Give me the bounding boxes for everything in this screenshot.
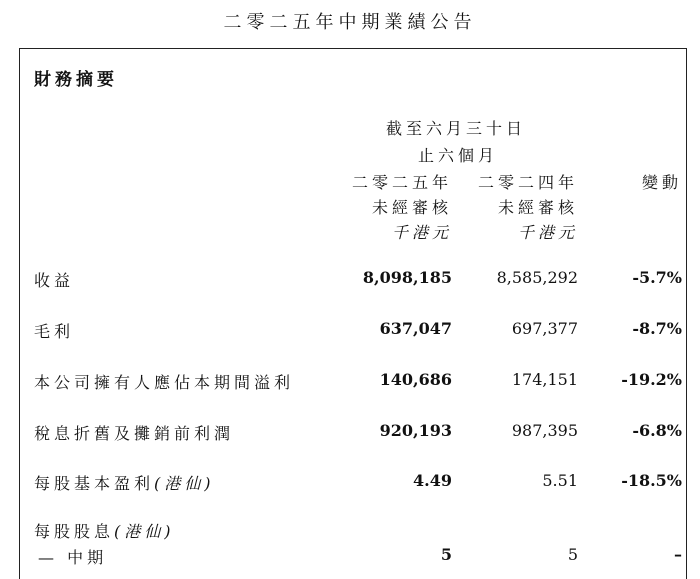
- financial-summary-box: [19, 48, 687, 579]
- col-change-header: 變動: [641, 173, 682, 192]
- col-2024-unit: 千港元: [517, 223, 578, 242]
- basic-eps-2024: 5.51: [542, 471, 578, 490]
- basic-eps-2025: 4.49: [413, 471, 452, 490]
- row-label-ebitda: 稅息折舊及攤銷前利潤: [34, 424, 235, 443]
- basic-eps-label-text: 每股基本盈利: [34, 474, 155, 493]
- profit-attributable-change: -19.2%: [621, 370, 682, 389]
- period-header-line1: 截至六月三十日: [386, 119, 527, 138]
- revenue-change: -5.7%: [632, 268, 682, 287]
- revenue-2025: 8,098,185: [362, 268, 452, 287]
- revenue-2024: 8,585,292: [496, 268, 578, 287]
- col-2024-audit: 未經審核: [497, 198, 578, 217]
- row-label-basic-eps: [34, 471, 215, 494]
- dividend-label-text: 每股股息: [34, 522, 115, 541]
- col-2025-audit: 未經審核: [371, 198, 452, 217]
- row-label-profit-attributable: 本公司擁有人應佔本期間溢利: [34, 373, 295, 392]
- col-2024-year: 二零二四年: [477, 173, 578, 192]
- dividend-change: –: [674, 545, 682, 564]
- row-sublabel-interim: — 中期: [38, 548, 108, 567]
- ebitda-change: -6.8%: [632, 421, 682, 440]
- col-2025-year: 二零二五年: [351, 173, 452, 192]
- dividend-unit: (港仙): [114, 522, 175, 541]
- ebitda-2025: 920,193: [379, 421, 452, 440]
- ebitda-2024: 987,395: [511, 421, 578, 440]
- dividend-2025: 5: [440, 545, 452, 564]
- basic-eps-change: -18.5%: [621, 471, 682, 490]
- section-heading: 財務摘要: [34, 70, 118, 90]
- period-header-line2: 止六個月: [418, 146, 499, 165]
- profit-attributable-2025: 140,686: [379, 370, 452, 389]
- row-label-dividend: [34, 519, 175, 542]
- gross-profit-change: -8.7%: [632, 319, 682, 338]
- row-label-revenue: 收益: [34, 271, 75, 290]
- gross-profit-2024: 697,377: [511, 319, 578, 338]
- basic-eps-unit: (港仙): [154, 474, 215, 493]
- dividend-2024: 5: [567, 545, 578, 564]
- col-2025-unit: 千港元: [391, 223, 452, 242]
- row-label-gross-profit: 毛利: [34, 322, 75, 341]
- profit-attributable-2024: 174,151: [511, 370, 578, 389]
- page-title: 二零二五年中期業績公告: [223, 12, 477, 33]
- gross-profit-2025: 637,047: [379, 319, 452, 338]
